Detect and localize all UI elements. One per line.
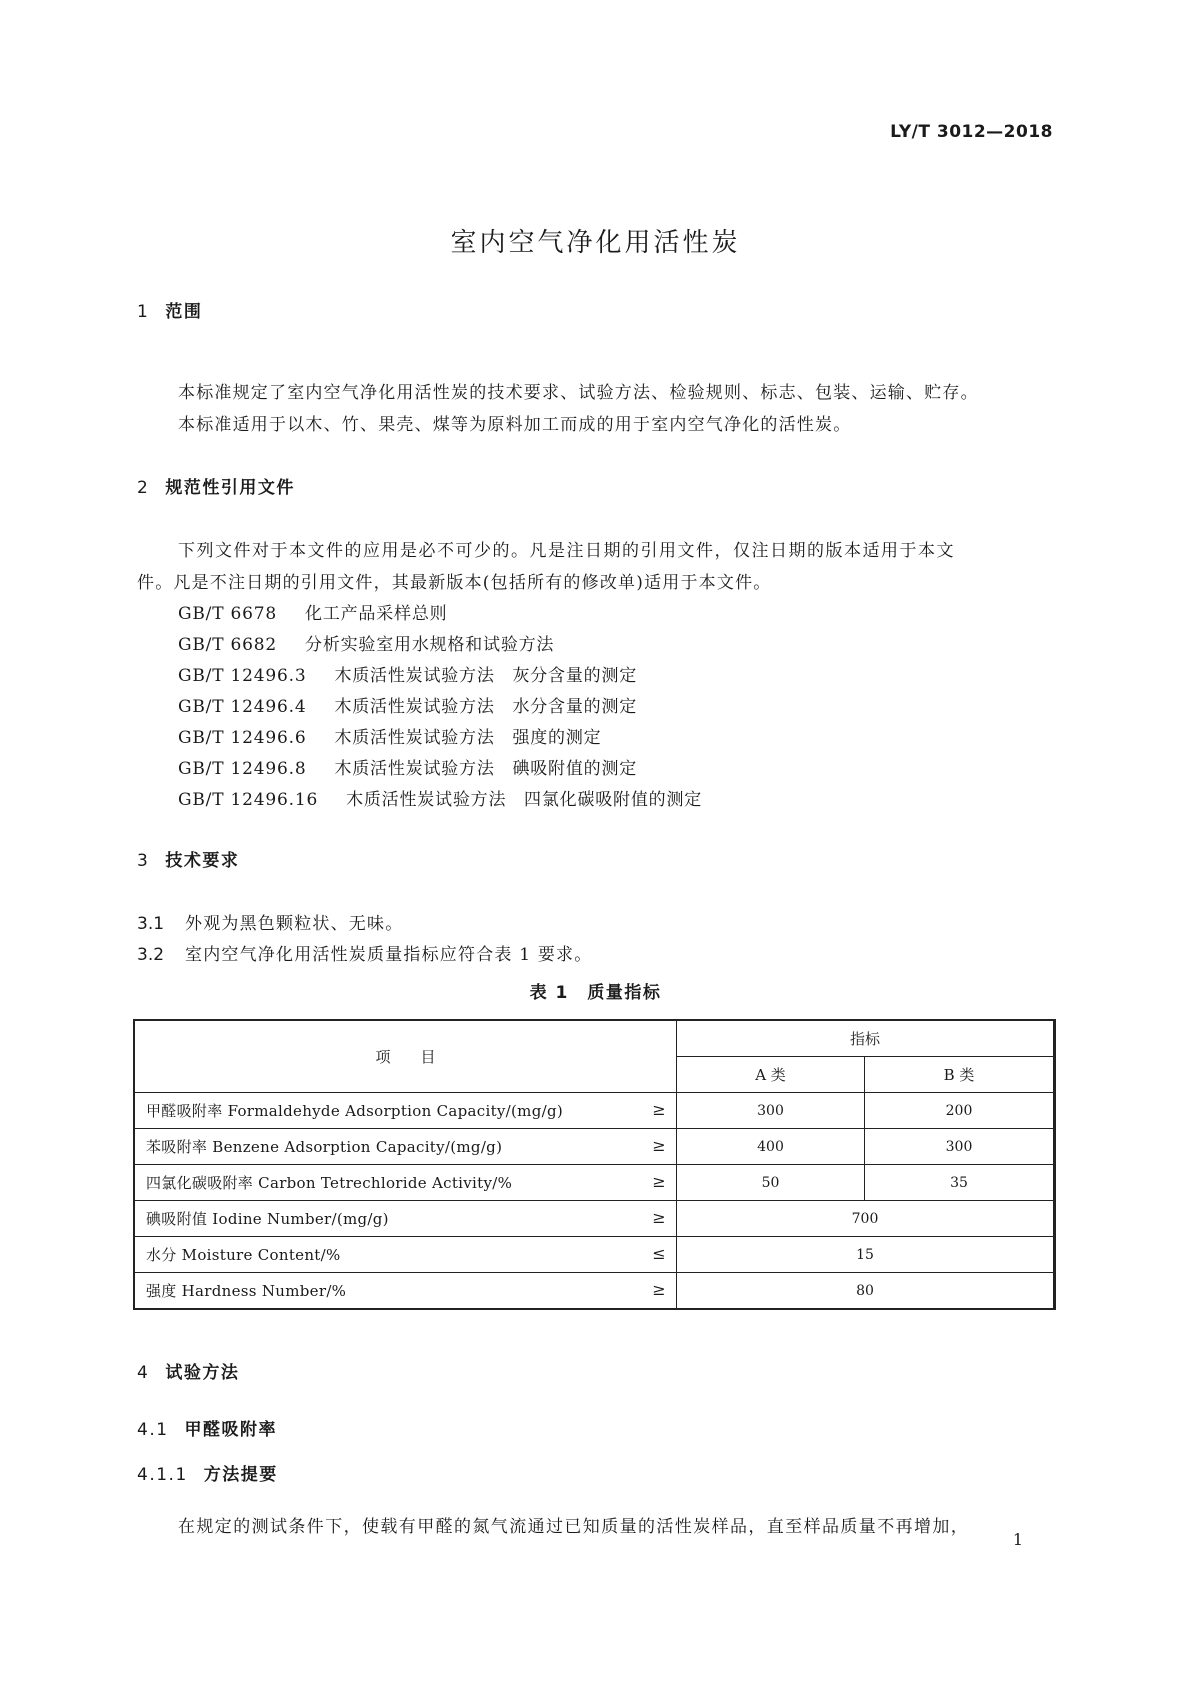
section-4-1-1-paragraph: 在规定的测试条件下，使载有甲醛的氮气流通过已知质量的活性炭样品，直至样品质量不再增加， xyxy=(178,1517,970,1537)
section-1-number: 1 xyxy=(137,302,150,322)
reference-title: 木质活性炭试验方法 四氯化碳吸附值的测定 xyxy=(346,790,703,810)
row-item-label: 强度 Hardness Number/% xyxy=(146,1282,347,1300)
section-4-number: 4 xyxy=(137,1363,150,1383)
reference-item xyxy=(178,599,447,624)
reference-item xyxy=(178,723,601,748)
comparison-symbol: ≥ xyxy=(652,1208,666,1227)
reference-title: 木质活性炭试验方法 水分含量的测定 xyxy=(334,697,638,717)
document-title: 室内空气净化用活性炭 xyxy=(450,228,741,258)
comparison-symbol: ≥ xyxy=(652,1100,666,1119)
reference-code: GB/T 6682 xyxy=(178,635,278,655)
reference-code: GB/T 12496.3 xyxy=(178,666,307,686)
reference-title: 化工产品采样总则 xyxy=(305,604,448,624)
reference-code: GB/T 6678 xyxy=(178,604,278,624)
reference-code: GB/T 12496.16 xyxy=(178,790,319,810)
clause-number: 3.2 xyxy=(137,945,165,965)
value-class-a: 400 xyxy=(677,1129,865,1165)
table-row xyxy=(135,1273,1054,1309)
standard-code: LY/T 3012—2018 xyxy=(890,122,1053,142)
page-number: 1 xyxy=(1012,1530,1023,1549)
reference-item xyxy=(178,661,637,686)
section-1-paragraph-1: 本标准规定了室内空气净化用活性炭的技术要求、试验方法、检验规则、标志、包装、运输、贮存。 xyxy=(178,383,979,403)
reference-code: GB/T 12496.6 xyxy=(178,728,307,748)
header-item: 项 目 xyxy=(135,1021,677,1093)
section-2-heading xyxy=(137,473,295,498)
section-3-heading xyxy=(137,846,239,871)
row-item-label: 甲醛吸附率 Formaldehyde Adsorption Capacity/(mg/g) xyxy=(146,1102,564,1120)
reference-title: 木质活性炭试验方法 强度的测定 xyxy=(334,728,602,748)
reference-title: 木质活性炭试验方法 碘吸附值的测定 xyxy=(334,759,638,779)
row-item xyxy=(135,1165,677,1201)
table-row xyxy=(135,1129,1054,1165)
row-item xyxy=(135,1237,677,1273)
quality-index-table xyxy=(134,1020,1054,1309)
table-row xyxy=(135,1237,1054,1273)
row-item xyxy=(135,1273,677,1309)
comparison-symbol: ≥ xyxy=(652,1172,666,1191)
section-4-title: 试验方法 xyxy=(165,1363,240,1383)
row-item xyxy=(135,1129,677,1165)
value-class-a: 300 xyxy=(677,1093,865,1129)
reference-title: 分析实验室用水规格和试验方法 xyxy=(305,635,555,655)
reference-item xyxy=(178,630,554,655)
row-item xyxy=(135,1201,677,1237)
table-row xyxy=(135,1093,1054,1129)
row-item-label: 碘吸附值 Iodine Number/(mg/g) xyxy=(146,1210,389,1228)
section-2-number: 2 xyxy=(137,478,150,498)
section-2-title: 规范性引用文件 xyxy=(165,478,295,498)
section-4-1-1-number: 4.1.1 xyxy=(137,1465,188,1485)
value-merged: 80 xyxy=(677,1273,1054,1309)
comparison-symbol: ≥ xyxy=(652,1280,666,1299)
table-row xyxy=(135,1165,1054,1201)
section-4-heading xyxy=(137,1358,239,1383)
section-1-paragraph-2: 本标准适用于以木、竹、果壳、煤等为原料加工而成的用于室内空气净化的活性炭。 xyxy=(178,415,852,435)
clause-3-2 xyxy=(137,940,592,965)
header-index: 指标 xyxy=(677,1021,1054,1057)
value-merged: 700 xyxy=(677,1201,1054,1237)
section-4-1-number: 4.1 xyxy=(137,1420,169,1440)
clause-text: 外观为黑色颗粒状、无味。 xyxy=(185,914,404,934)
value-class-a: 50 xyxy=(677,1165,865,1201)
row-item xyxy=(135,1093,677,1129)
header-class-b: B 类 xyxy=(865,1057,1054,1093)
reference-title: 木质活性炭试验方法 灰分含量的测定 xyxy=(334,666,638,686)
section-1-heading xyxy=(137,297,202,322)
value-merged: 15 xyxy=(677,1237,1054,1273)
section-3-title: 技术要求 xyxy=(165,851,240,871)
comparison-symbol: ≥ xyxy=(652,1136,666,1155)
header-class-a: A 类 xyxy=(677,1057,865,1093)
row-item-label: 苯吸附率 Benzene Adsorption Capacity/(mg/g) xyxy=(146,1138,503,1156)
section-2-intro-line-2: 件。凡是不注日期的引用文件，其最新版本(包括所有的修改单)适用于本文件。 xyxy=(137,573,772,593)
value-class-b: 35 xyxy=(865,1165,1054,1201)
section-4-1-heading xyxy=(137,1415,277,1440)
section-2-intro-line-1: 下列文件对于本文件的应用是必不可少的。凡是注日期的引用文件，仅注日期的版本适用于本文 xyxy=(178,541,955,561)
reference-code: GB/T 12496.4 xyxy=(178,697,307,717)
table-row xyxy=(135,1201,1054,1237)
clause-number: 3.1 xyxy=(137,914,165,934)
section-4-1-title: 甲醛吸附率 xyxy=(184,1420,278,1440)
section-4-1-1-title: 方法提要 xyxy=(203,1465,278,1485)
comparison-symbol: ≤ xyxy=(652,1244,666,1263)
reference-item xyxy=(178,754,637,779)
row-item-label: 四氯化碳吸附率 Carbon Tetrechloride Activity/% xyxy=(146,1174,513,1192)
clause-text: 室内空气净化用活性炭质量指标应符合表 1 要求。 xyxy=(185,945,593,965)
reference-code: GB/T 12496.8 xyxy=(178,759,307,779)
clause-3-1 xyxy=(137,909,403,934)
reference-item xyxy=(178,785,702,810)
section-4-1-1-heading xyxy=(137,1460,278,1485)
section-1-title: 范围 xyxy=(165,302,203,322)
section-3-number: 3 xyxy=(137,851,150,871)
reference-item xyxy=(178,692,637,717)
value-class-b: 200 xyxy=(865,1093,1054,1129)
table-caption: 表 1 质量指标 xyxy=(529,983,662,1003)
row-item-label: 水分 Moisture Content/% xyxy=(146,1246,341,1264)
value-class-b: 300 xyxy=(865,1129,1054,1165)
table-header-row xyxy=(135,1021,1054,1057)
